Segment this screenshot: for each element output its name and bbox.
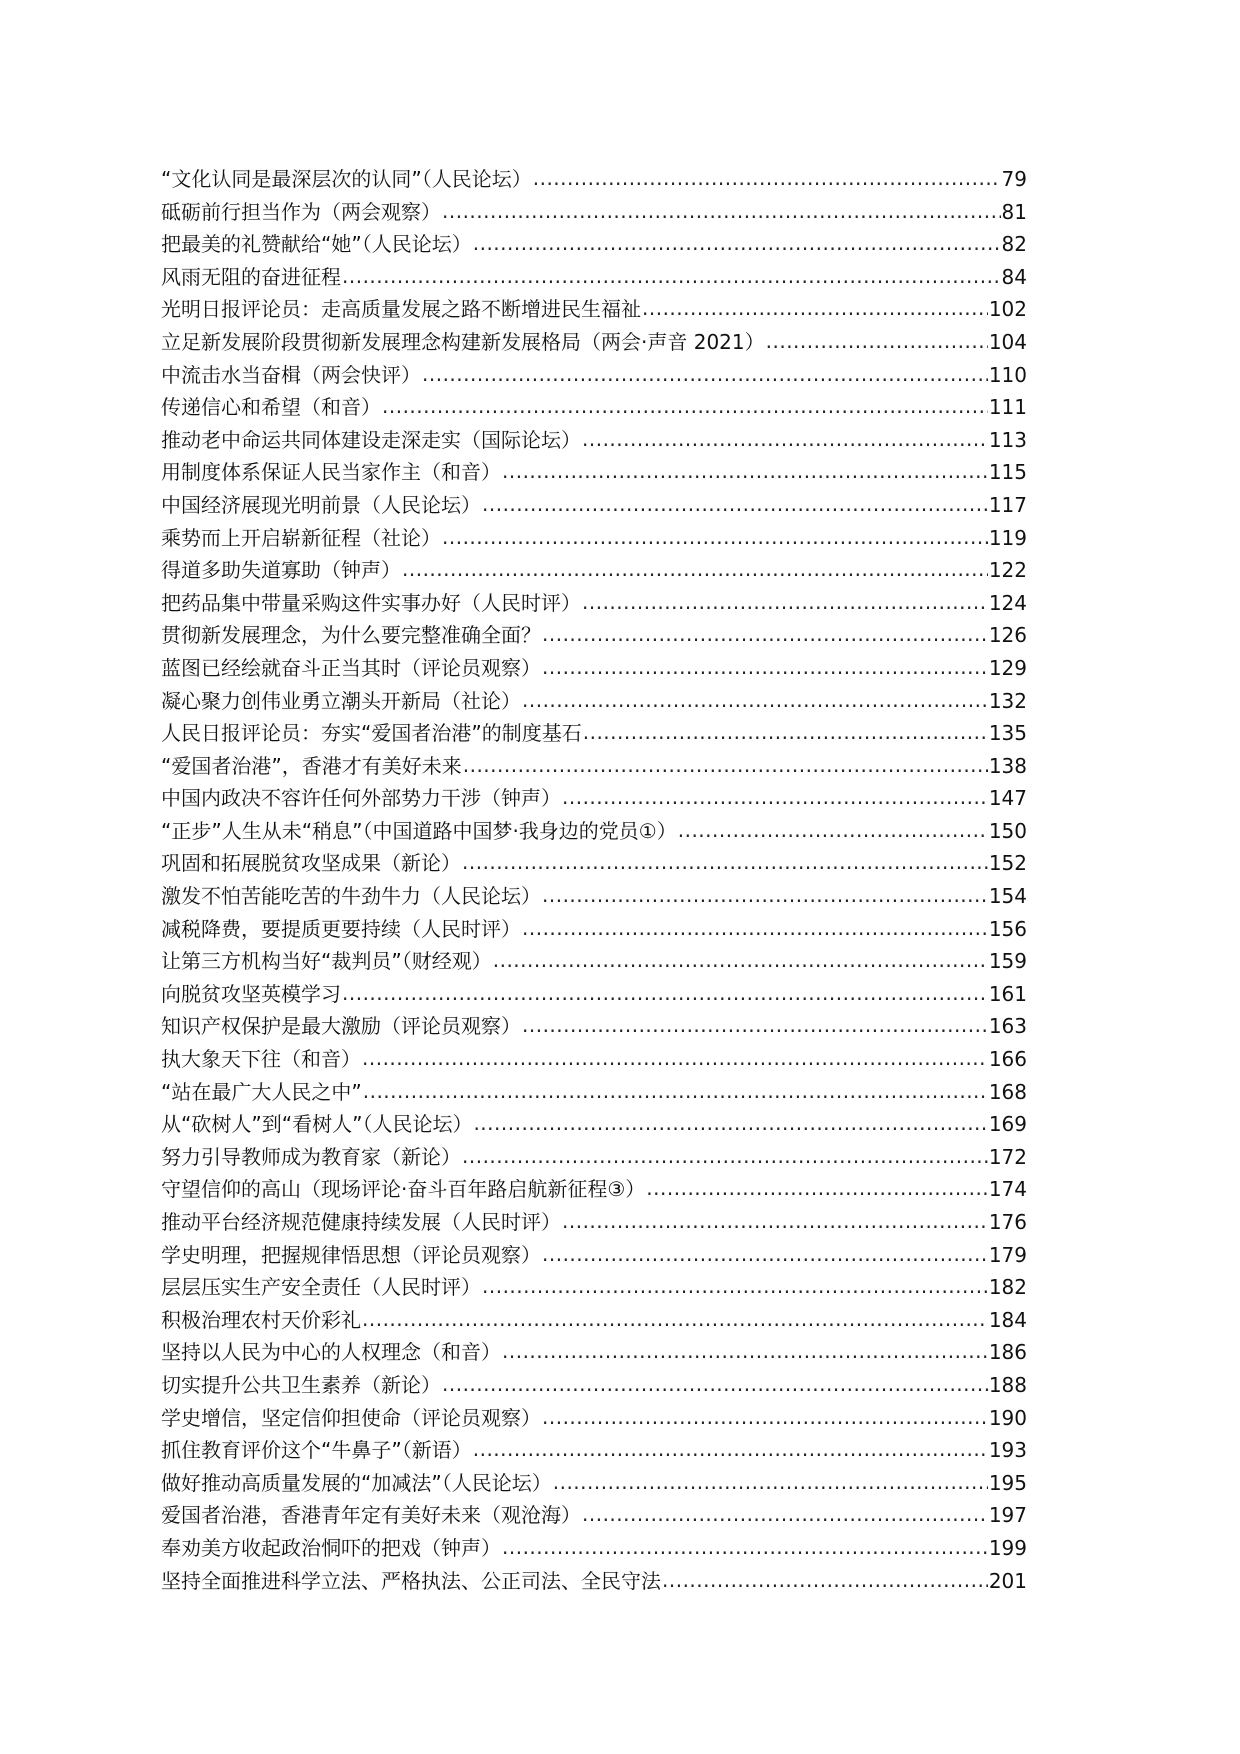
- toc-entry-title: 从“砍树人”到“看树人”（人民论坛）: [161, 1112, 473, 1137]
- toc-entry[interactable]: [161, 424, 1027, 457]
- toc-page-number: 147: [988, 786, 1027, 811]
- toc-page-number: 84: [1001, 264, 1027, 289]
- toc-page-number: 159: [988, 949, 1027, 974]
- toc-page-number: 152: [988, 851, 1027, 876]
- toc-entry-title: 砥砺前行担当作为（两会观察）: [161, 199, 441, 224]
- toc-entry-title: 激发不怕苦能吃苦的牛劲牛力（人民论坛）: [161, 884, 541, 909]
- toc-dot-leader: [533, 162, 1001, 195]
- toc-dot-leader: [442, 1368, 988, 1401]
- toc-page-number: 156: [988, 916, 1027, 941]
- toc-entry[interactable]: [161, 1206, 1027, 1239]
- toc-entry[interactable]: [161, 652, 1027, 685]
- toc-entry-title: 中国内政决不容许任何外部势力干涉（钟声）: [161, 786, 561, 811]
- toc-entry-title: 抓住教育评价这个“牛鼻子”（新语）: [161, 1438, 472, 1463]
- toc-dot-leader: [522, 912, 988, 945]
- toc-entry[interactable]: [161, 815, 1027, 848]
- toc-dot-leader: [462, 1140, 988, 1173]
- toc-entry[interactable]: [161, 587, 1027, 620]
- toc-page-number: 126: [988, 623, 1027, 648]
- toc-entry-title: 贯彻新发展理念，为什么要完整准确全面？: [161, 623, 541, 648]
- toc-entry[interactable]: [161, 1434, 1027, 1467]
- toc-page-number: 201: [988, 1568, 1027, 1593]
- toc-dot-leader: [522, 1009, 988, 1042]
- toc-entry[interactable]: [161, 1271, 1027, 1304]
- toc-dot-leader: [342, 260, 1001, 293]
- toc-dot-leader: [442, 195, 1001, 228]
- toc-entry-title: 学史明理，把握规律悟思想（评论员观察）: [161, 1242, 541, 1267]
- toc-page-number: 110: [988, 362, 1027, 387]
- toc-entry-title: 爱国者治港，香港青年定有美好未来（观沧海）: [161, 1503, 581, 1528]
- toc-page-number: 166: [988, 1047, 1027, 1072]
- toc-page-number: 195: [988, 1470, 1027, 1495]
- toc-entry-title: “正步”人生从未“稍息”（中国道路中国梦·我身边的党员①）: [161, 818, 677, 843]
- toc-entry[interactable]: [161, 1141, 1027, 1174]
- toc-dot-leader: [646, 1172, 988, 1205]
- toc-entry-title: 学史增信，坚定信仰担使命（评论员观察）: [161, 1405, 541, 1430]
- toc-entry-title: 切实提升公共卫生素养（新论）: [161, 1372, 441, 1397]
- toc-entry-title: 把药品集中带量采购这件实事办好（人民时评）: [161, 590, 581, 615]
- toc-page-number: 168: [988, 1079, 1027, 1104]
- toc-entry[interactable]: [161, 685, 1027, 718]
- table-of-contents: [161, 163, 1027, 1597]
- toc-entry[interactable]: [161, 1402, 1027, 1435]
- toc-entry[interactable]: [161, 880, 1027, 913]
- toc-dot-leader: [422, 358, 988, 391]
- toc-page-number: 102: [988, 297, 1027, 322]
- toc-entry-title: 做好推动高质量发展的“加减法”（人民论坛）: [161, 1470, 552, 1495]
- toc-page-number: 135: [988, 721, 1027, 746]
- toc-page-number: 132: [988, 688, 1027, 713]
- toc-page-number: 117: [988, 492, 1027, 517]
- toc-entry[interactable]: [161, 1467, 1027, 1500]
- toc-entry-title: “站在最广大人民之中”: [161, 1079, 362, 1104]
- toc-dot-leader: [678, 814, 988, 847]
- toc-page-number: 138: [988, 753, 1027, 778]
- toc-dot-leader: [362, 1303, 988, 1336]
- toc-page-number: 124: [988, 590, 1027, 615]
- toc-dot-leader: [542, 1401, 988, 1434]
- toc-entry-title: “文化认同是最深层次的认同”（人民论坛）: [161, 167, 532, 191]
- toc-entry-title: 传递信心和希望（和音）: [161, 395, 381, 420]
- toc-entry-title: 乘势而上开启崭新征程（社论）: [161, 525, 441, 550]
- toc-page-number: 154: [988, 884, 1027, 909]
- toc-entry-title: 层层压实生产安全责任（人民时评）: [161, 1275, 481, 1300]
- toc-dot-leader: [502, 1531, 988, 1564]
- toc-page-number: 113: [988, 427, 1027, 452]
- toc-entry-title: 让第三方机构当好“裁判员”（财经观）: [161, 949, 492, 974]
- toc-dot-leader: [562, 781, 988, 814]
- toc-entry[interactable]: [161, 717, 1027, 750]
- toc-entry[interactable]: [161, 1565, 1027, 1598]
- toc-entry-title: 推动平台经济规范健康持续发展（人民时评）: [161, 1210, 561, 1234]
- toc-dot-leader: [463, 749, 988, 782]
- toc-dot-leader: [402, 553, 988, 586]
- toc-page-number: 197: [988, 1503, 1027, 1528]
- toc-page-number: 179: [988, 1242, 1027, 1267]
- toc-dot-leader: [662, 1564, 988, 1597]
- toc-entry-title: 蓝图已经绘就奋斗正当其时（评论员观察）: [161, 655, 541, 680]
- toc-entry-title: 向脱贫攻坚英模学习: [161, 981, 341, 1006]
- toc-entry-title: 减税降费，要提质更要持续（人民时评）: [161, 916, 521, 941]
- toc-dot-leader: [482, 1270, 988, 1303]
- toc-entry-title: 中流击水当奋楫（两会快评）: [161, 362, 421, 387]
- toc-dot-leader: [766, 325, 988, 358]
- toc-entry[interactable]: [161, 782, 1027, 815]
- toc-entry-title: 用制度体系保证人民当家作主（和音）: [161, 460, 501, 485]
- toc-dot-leader: [342, 977, 988, 1010]
- toc-entry[interactable]: [161, 1043, 1027, 1076]
- toc-entry[interactable]: [161, 1010, 1027, 1043]
- toc-entry[interactable]: [161, 750, 1027, 783]
- toc-page-number: 184: [988, 1307, 1027, 1332]
- toc-entry-title: 守望信仰的高山（现场评论·奋斗百年路启航新征程③）: [161, 1177, 646, 1202]
- toc-dot-leader: [582, 586, 988, 619]
- toc-entry-title: 坚持以人民为中心的人权理念（和音）: [161, 1340, 501, 1365]
- toc-page-number: 122: [988, 558, 1027, 583]
- toc-entry[interactable]: [161, 163, 1027, 196]
- toc-page-number: 199: [988, 1535, 1027, 1560]
- toc-entry-title: “爱国者治港”，香港才有美好未来: [161, 753, 462, 778]
- toc-dot-leader: [542, 879, 988, 912]
- toc-dot-leader: [382, 390, 988, 423]
- toc-entry[interactable]: [161, 359, 1027, 392]
- toc-page-number: 193: [988, 1438, 1027, 1463]
- toc-page-number: 176: [988, 1210, 1027, 1234]
- toc-dot-leader: [473, 1107, 987, 1140]
- toc-page-number: 115: [988, 460, 1027, 485]
- toc-entry[interactable]: [161, 1173, 1027, 1206]
- toc-dot-leader: [482, 488, 988, 521]
- toc-entry[interactable]: [161, 1532, 1027, 1565]
- toc-entry-title: 执大象天下往（和音）: [161, 1047, 361, 1072]
- toc-page-number: 150: [988, 818, 1027, 843]
- toc-page-number: 188: [988, 1372, 1027, 1397]
- toc-dot-leader: [582, 1498, 988, 1531]
- toc-entry[interactable]: [161, 978, 1027, 1011]
- toc-entry[interactable]: [161, 1336, 1027, 1369]
- toc-entry[interactable]: [161, 554, 1027, 587]
- toc-dot-leader: [362, 1042, 988, 1075]
- toc-entry[interactable]: [161, 1369, 1027, 1402]
- toc-dot-leader: [473, 227, 1001, 260]
- toc-entry[interactable]: [161, 1304, 1027, 1337]
- toc-dot-leader: [553, 1466, 988, 1499]
- toc-dot-leader: [642, 292, 988, 325]
- toc-entry[interactable]: [161, 261, 1027, 294]
- toc-dot-leader: [442, 521, 988, 554]
- toc-dot-leader: [493, 944, 988, 977]
- toc-page-number: 81: [1001, 199, 1027, 224]
- toc-dot-leader: [582, 423, 988, 456]
- toc-dot-leader: [462, 846, 988, 879]
- toc-page-number: 190: [988, 1405, 1027, 1430]
- toc-entry[interactable]: [161, 913, 1027, 946]
- toc-dot-leader: [542, 651, 988, 684]
- toc-dot-leader: [473, 1433, 988, 1466]
- toc-entry[interactable]: [161, 489, 1027, 522]
- toc-entry-title: 把最美的礼赞献给“她”（人民论坛）: [161, 232, 472, 257]
- toc-entry-title: 推动老中命运共同体建设走深走实（国际论坛）: [161, 427, 581, 452]
- toc-page-number: 182: [988, 1275, 1027, 1300]
- toc-entry-title: 积极治理农村天价彩礼: [161, 1307, 361, 1332]
- toc-dot-leader: [502, 1335, 988, 1368]
- toc-dot-leader: [522, 684, 988, 717]
- toc-entry[interactable]: [161, 1108, 1027, 1141]
- toc-entry-title: 风雨无阻的奋进征程: [161, 264, 341, 289]
- toc-entry[interactable]: [161, 522, 1027, 555]
- toc-entry[interactable]: [161, 293, 1027, 326]
- toc-entry[interactable]: [161, 1239, 1027, 1272]
- toc-dot-leader: [502, 455, 988, 488]
- toc-page-number: 104: [988, 329, 1027, 354]
- toc-page-number: 119: [988, 525, 1027, 550]
- toc-entry-title: 得道多助失道寡助（钟声）: [161, 558, 401, 583]
- toc-entry[interactable]: [161, 196, 1027, 229]
- toc-entry[interactable]: [161, 228, 1027, 261]
- toc-page-number: 79: [1001, 167, 1027, 191]
- toc-entry-title: 巩固和拓展脱贫攻坚成果（新论）: [161, 851, 461, 876]
- toc-entry-title: 光明日报评论员：走高质量发展之路不断增进民生福祉: [161, 297, 641, 322]
- toc-entry[interactable]: [161, 1499, 1027, 1532]
- toc-page-number: 82: [1001, 232, 1027, 257]
- toc-entry[interactable]: [161, 1076, 1027, 1109]
- toc-entry-title: 凝心聚力创伟业勇立潮头开新局（社论）: [161, 688, 521, 713]
- toc-dot-leader: [542, 1238, 988, 1271]
- toc-page-number: 169: [988, 1112, 1027, 1137]
- toc-entry[interactable]: [161, 391, 1027, 424]
- toc-page-number: 111: [988, 395, 1027, 420]
- toc-entry[interactable]: [161, 619, 1027, 652]
- toc-page-number: 172: [988, 1144, 1027, 1169]
- toc-entry-title: 坚持全面推进科学立法、严格执法、公正司法、全民守法: [161, 1568, 661, 1593]
- toc-dot-leader: [363, 1075, 988, 1108]
- toc-entry[interactable]: [161, 326, 1027, 359]
- toc-page-number: 174: [988, 1177, 1027, 1202]
- toc-page-number: 186: [988, 1340, 1027, 1365]
- toc-entry-title: 人民日报评论员：夯实“爱国者治港”的制度基石: [161, 721, 582, 746]
- toc-dot-leader: [583, 716, 988, 749]
- toc-entry-title: 努力引导教师成为教育家（新论）: [161, 1144, 461, 1169]
- toc-entry-title: 知识产权保护是最大激励（评论员观察）: [161, 1014, 521, 1039]
- toc-page-number: 129: [988, 655, 1027, 680]
- toc-entry[interactable]: [161, 847, 1027, 880]
- toc-page-number: 161: [988, 981, 1027, 1006]
- toc-entry[interactable]: [161, 945, 1027, 978]
- toc-dot-leader: [542, 618, 988, 651]
- toc-page-number: 163: [988, 1014, 1027, 1039]
- toc-dot-leader: [562, 1205, 988, 1238]
- toc-entry-title: 中国经济展现光明前景（人民论坛）: [161, 492, 481, 517]
- toc-entry-title: 奉劝美方收起政治恫吓的把戏（钟声）: [161, 1535, 501, 1560]
- toc-entry-title: 立足新发展阶段贯彻新发展理念构建新发展格局（两会·声音 2021）: [161, 329, 765, 354]
- toc-entry[interactable]: [161, 456, 1027, 489]
